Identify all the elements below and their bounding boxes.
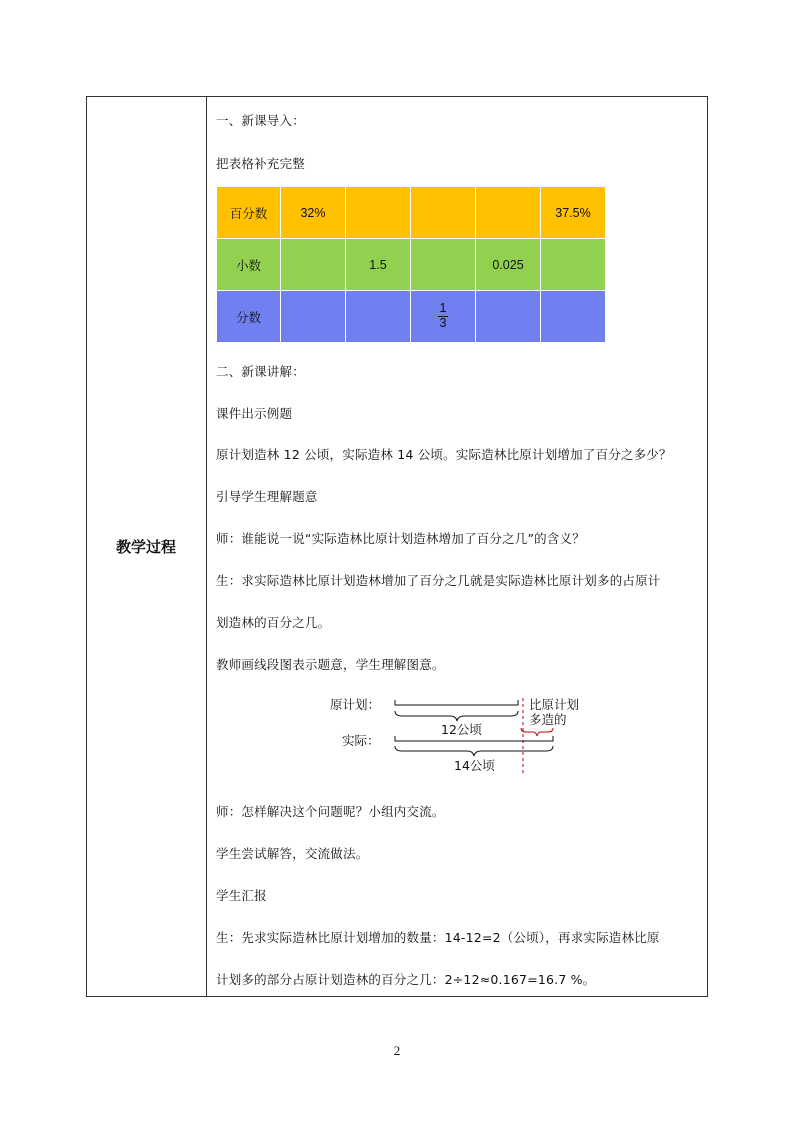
planned-label: 原计划： (330, 697, 381, 712)
fraction-cell (281, 291, 346, 343)
decimal-cell (411, 239, 476, 291)
teacher-question: 师：谁能说一说“实际造林比原计划造林增加了百分之几”的含义？ (216, 531, 585, 546)
text-line: 学生尝试解答，交流做法。 (216, 846, 369, 861)
column-divider (206, 96, 207, 997)
student-answer: 生：求实际造林比原计划造林增加了百分之几就是实际造林比原计划多的占原计 (216, 573, 661, 588)
example-problem: 原计划造林 12 公顷，实际造林 14 公顷。实际造林比原计划增加了百分之多少？ (216, 447, 672, 462)
percent-row (217, 187, 606, 239)
actual-brace (395, 746, 553, 756)
extra-label-line1: 比原计划 (529, 697, 580, 712)
decimal-cell (541, 239, 606, 291)
percent-cell (346, 187, 411, 239)
student-solution: 生：先求实际造林比原计划增加的数量：14-12=2（公顷），再求实际造林比原 (216, 930, 660, 945)
fraction-cell (541, 291, 606, 343)
planned-amount: 12公顷 (441, 722, 482, 737)
page-number: 2 (393, 1043, 401, 1058)
decimal-cell: 0.025 (476, 239, 541, 291)
percent-cell: 37.5% (541, 187, 606, 239)
extra-brace (521, 728, 553, 736)
teacher-question-2: 师：怎样解决这个问题呢？小组内交流。 (216, 804, 445, 819)
teaching-process-label: 教学过程 (115, 538, 176, 556)
line-segment-diagram (320, 690, 620, 780)
fraction-denominator: 3 (439, 316, 447, 330)
text-line: 课件出示例题 (216, 406, 293, 421)
actual-label: 实际： (342, 733, 380, 748)
fraction-cell (346, 291, 411, 343)
decimal-cell (281, 239, 346, 291)
decimal-cell: 1.5 (346, 239, 411, 291)
fraction-one-third (438, 302, 449, 331)
planned-brace (395, 711, 518, 721)
student-answer-cont: 划造林的百分之几。 (216, 615, 331, 630)
decimal-row (217, 239, 606, 291)
section1-heading: 一、新课导入： (216, 113, 305, 128)
fraction-row (217, 291, 606, 343)
percent-cell (476, 187, 541, 239)
planned-segment (395, 700, 518, 705)
fraction-row-header: 分数 (217, 291, 281, 343)
extra-label-line2: 多造的 (529, 712, 567, 727)
conversion-table (216, 186, 606, 343)
section2-heading: 二、新课讲解： (216, 364, 305, 379)
fraction-cell-one-third (411, 291, 476, 343)
fraction-numerator: 1 (439, 301, 447, 316)
percent-row-header: 百分数 (217, 187, 281, 239)
fraction-cell (476, 291, 541, 343)
text-line: 学生汇报 (216, 888, 267, 903)
text-line: 教师画线段图表示题意，学生理解图意。 (216, 657, 445, 672)
text-line: 引导学生理解题意 (216, 489, 318, 504)
decimal-row-header: 小数 (217, 239, 281, 291)
task-instruction: 把表格补充完整 (216, 156, 305, 171)
percent-cell: 32% (281, 187, 346, 239)
student-solution-cont: 计划多的部分占原计划造林的百分之几：2÷12≈0.167=16.7 %。 (216, 972, 596, 987)
actual-amount: 14公顷 (454, 758, 495, 773)
percent-cell (411, 187, 476, 239)
